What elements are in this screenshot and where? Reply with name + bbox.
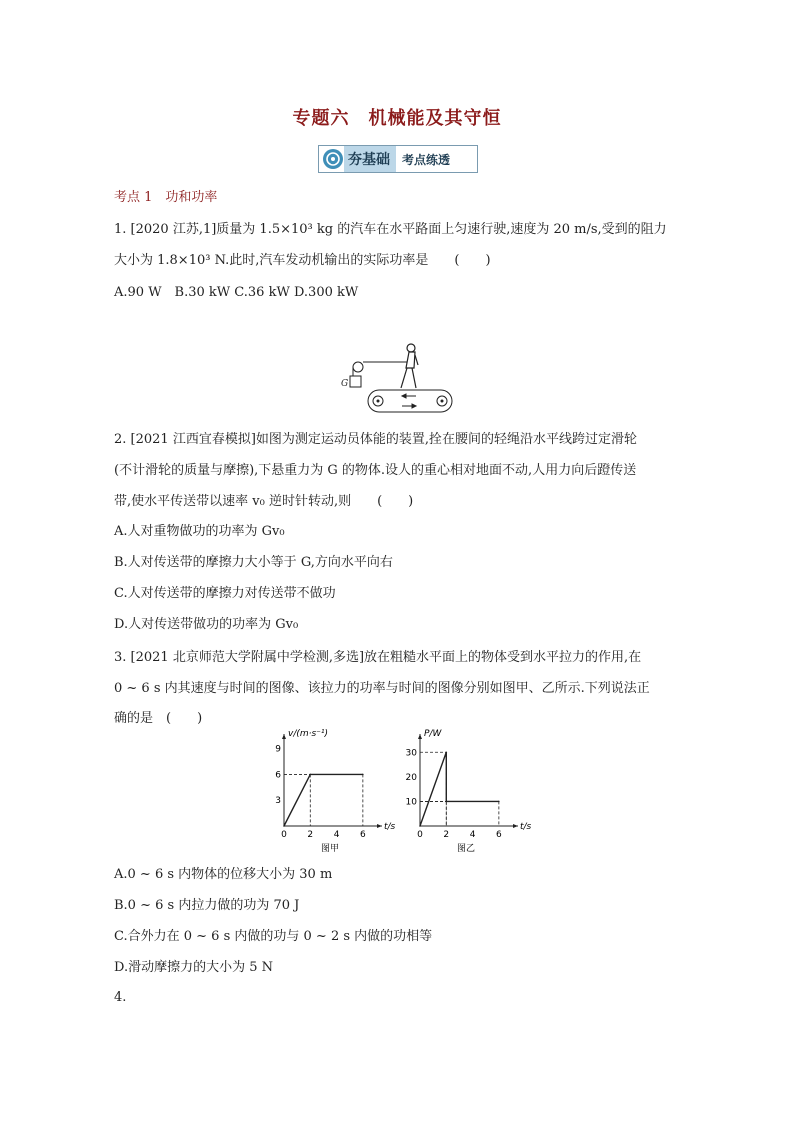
q3-option-c: C.合外力在 0 ~ 6 s 内做的功与 0 ~ 2 s 内做的功相等	[114, 929, 433, 944]
y-arrow	[282, 734, 286, 739]
y-axis-label: v/(m·s⁻¹)	[288, 729, 329, 739]
q2-option-b: B.人对传送带的摩擦力大小等于 G,方向水平向右	[114, 555, 393, 570]
q2-stem-line3: 带,使水平传送带以速率 v₀ 逆时针转动,则 ( )	[114, 494, 414, 509]
q2-stem-line1: 2. [2021 江西宜春模拟]如图为测定运动员体能的装置,拴在腰间的轻绳沿水平线跨过定滑轮	[114, 432, 638, 447]
chart-title: 图乙	[456, 844, 476, 854]
y-tick-label: 9	[275, 744, 281, 755]
page-title: 专题六 机械能及其守恒	[292, 108, 502, 129]
x-arrow	[377, 824, 382, 828]
q3-option-a: A.0 ~ 6 s 内物体的位移大小为 30 m	[114, 867, 333, 882]
data-point	[419, 825, 421, 827]
x-tick-label: 0	[417, 830, 423, 840]
q1-options: A.90 W B.30 kW C.36 kW D.300 kW	[114, 285, 359, 300]
y-axis-label: P/W	[424, 729, 442, 739]
x-tick-label: 6	[359, 830, 366, 840]
y-tick-label: 20	[405, 772, 417, 783]
q3-stem-line1: 3. [2021 北京师范大学附属中学检测,多选]放在粗糙水平面上的物体受到水平拉力的作用,在	[114, 650, 642, 665]
weight-label: G	[341, 379, 349, 389]
data-point	[445, 751, 447, 753]
q3-option-d: D.滑动摩擦力的大小为 5 N	[114, 960, 274, 975]
chart-power-time	[398, 728, 532, 854]
section-badge	[318, 145, 478, 173]
q3-stem-line2: 0 ~ 6 s 内其速度与时间的图像、该拉力的功率与时间的图像分别如图甲、乙所示.下列说法正	[114, 681, 650, 696]
series-line	[284, 774, 363, 826]
chart-velocity-time	[262, 728, 396, 854]
y-arrow	[418, 734, 422, 739]
q2-option-c: C.人对传送带的摩擦力对传送带不做功	[114, 586, 336, 601]
badge-sub: 考点练透	[402, 152, 451, 167]
badge-main: 夯基础	[344, 146, 396, 172]
person	[401, 344, 418, 388]
x-axis-label: t/s	[520, 822, 532, 832]
q2-option-d: D.人对传送带做功的功率为 Gv₀	[114, 617, 299, 632]
y-tick-label: 10	[405, 797, 417, 808]
x-tick-label: 0	[281, 830, 287, 840]
q3-stem-line3: 确的是 ( )	[114, 711, 203, 726]
conveyor-belt	[368, 390, 452, 412]
q2-option-a: A.人对重物做功的功率为 Gv₀	[114, 524, 285, 539]
x-tick-label: 4	[333, 830, 340, 840]
target-icon	[322, 148, 344, 170]
pulley	[353, 362, 408, 376]
chart-title: 图甲	[320, 844, 340, 854]
data-point	[283, 825, 285, 827]
y-tick-label: 3	[275, 796, 281, 807]
q3-option-b: B.0 ~ 6 s 内拉力做的功为 70 J	[114, 898, 300, 913]
treadmill-figure	[340, 338, 460, 416]
series-line	[420, 752, 499, 826]
q1-stem-line2: 大小为 1.8×10³ N.此时,汽车发动机输出的实际功率是 ( )	[114, 253, 491, 268]
x-tick-label: 6	[495, 830, 502, 840]
x-tick-label: 2	[307, 830, 314, 840]
section-heading: 考点 1 功和功率	[114, 190, 218, 205]
q2-stem-line2: (不计滑轮的质量与摩擦),下悬重力为 G 的物体.设人的重心相对地面不动,人用力向后蹬传送	[114, 463, 637, 478]
x-axis-label: t/s	[384, 822, 396, 832]
data-point	[309, 774, 311, 776]
x-arrow	[513, 824, 518, 828]
x-tick-label: 2	[443, 830, 450, 840]
data-point	[362, 774, 364, 776]
data-point	[498, 801, 500, 803]
y-tick-label: 6	[275, 770, 281, 781]
data-point	[445, 801, 447, 803]
y-tick-label: 30	[405, 748, 417, 759]
weight-box	[350, 376, 361, 387]
q4-stem: 4.	[114, 990, 127, 1005]
x-tick-label: 4	[469, 830, 476, 840]
q1-stem-line1: 1. [2020 江苏,1]质量为 1.5×10³ kg 的汽车在水平路面上匀速行驶,速度为 20 m/s,受到的阻力	[114, 222, 667, 237]
